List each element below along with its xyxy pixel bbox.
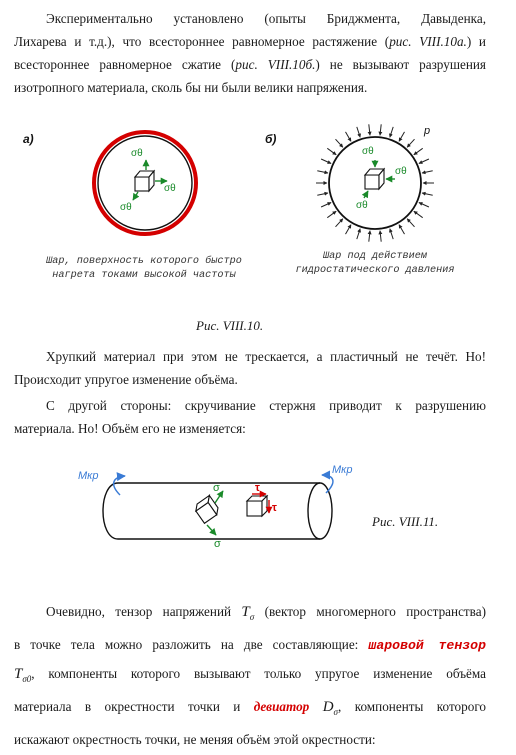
p2-line-1: Хрупкий материал при этом не трескается, а пластичный не течёт. Но!	[46, 349, 486, 364]
p1-line-3	[14, 53, 486, 76]
p4-line-1a: Очевидно, тензор напряжений	[46, 604, 242, 619]
pressure-arrow	[414, 211, 423, 218]
caption-a-line-1: Шар, поверхность которого быстро	[46, 256, 242, 267]
caption-a-line-2: нагрета токами высокой частоты	[52, 270, 236, 281]
pressure-arrow	[407, 139, 414, 147]
shear-element	[247, 496, 267, 516]
tensor-t-symbol: T	[241, 604, 250, 620]
pressure-arrow	[317, 193, 328, 195]
p4-line-2a: в точке тела можно разложить на две составляющие:	[14, 637, 369, 652]
pressure-arrow	[380, 124, 381, 135]
pressure-arrow	[399, 132, 405, 142]
p1-line-3a: всестороннее равномерное сжатие (	[14, 57, 236, 72]
p3-line-1: С другой стороны: скручивание стержня приводит к разрушению	[46, 398, 486, 413]
deviator-d-symbol: D	[322, 699, 334, 715]
torque-label-right: Mкр	[332, 464, 353, 476]
p3-line-2: материала. Но! Объём его не изменяется:	[14, 421, 246, 436]
sigma-label-b-bottom: σθ	[356, 200, 368, 211]
caption-b-line-1: Шар под действием	[323, 251, 427, 262]
p4-line-2	[14, 631, 486, 660]
element-cube-a	[135, 171, 154, 191]
torque-arrow-left	[114, 476, 125, 495]
caption-b-line-2: гидростатического давления	[295, 265, 455, 276]
deviator-term: девиатор	[253, 699, 310, 714]
label-b: б)	[265, 132, 277, 146]
pressure-arrow	[414, 148, 423, 155]
p4-line-1	[14, 598, 486, 631]
fig-ref-10a: рис. VIII.10а.	[389, 34, 467, 49]
p4-line-5: искажают окрестность точки, не меняя объём этой окрестности:	[14, 732, 376, 747]
pressure-arrow	[390, 127, 393, 137]
pressure-label: p	[424, 125, 431, 137]
pressure-arrow	[422, 171, 433, 173]
pressure-arrow	[346, 132, 352, 142]
pressure-arrow	[419, 159, 429, 164]
pressure-arrow	[369, 124, 370, 135]
caption-b	[272, 250, 478, 278]
p4-line-3b: , компоненты которого вызывают только упругое изменение объёма	[31, 666, 486, 681]
pressure-arrow	[336, 139, 343, 147]
p4-line-1b: (вектор многомерного пространства)	[254, 604, 486, 619]
pressure-arrow	[327, 211, 336, 218]
pressure-arrow	[419, 203, 429, 208]
sigma-label-bottom: σ	[214, 538, 221, 550]
sigma-label-a-top: σθ	[131, 148, 143, 159]
paragraph-1	[14, 7, 486, 99]
paragraph-4	[14, 598, 486, 754]
figure-viii-11	[0, 455, 516, 565]
p4-line-4	[14, 693, 486, 726]
tensor-t0-symbol: T	[14, 666, 23, 682]
deviator-d-subscript: σ	[333, 707, 338, 717]
pressure-arrow	[390, 229, 393, 239]
fig-ref-10b: рис. VIII.10б.	[235, 57, 316, 72]
pressure-arrow	[399, 225, 405, 235]
paragraph-3	[14, 394, 486, 440]
pressure-arrow	[321, 203, 331, 208]
caption-a	[34, 255, 254, 283]
figure-10-caption: Рис. VIII.10.	[196, 318, 264, 333]
p1-line-4: изотропного материала, сколь бы ни были велики напряжения.	[14, 80, 368, 95]
figure-11-caption: Рис. VIII.11.	[372, 514, 439, 529]
sigma-label-a-right: σθ	[164, 183, 176, 194]
label-a: а)	[23, 132, 34, 146]
pressure-arrow	[346, 225, 352, 235]
tensor-t-subscript: σ	[249, 612, 255, 622]
pressure-arrow	[336, 219, 343, 227]
sigma-label-b-right: σθ	[395, 166, 407, 177]
pressure-arrow	[317, 171, 328, 173]
torque-label-left: Mкр	[78, 470, 99, 482]
pressure-arrow	[380, 231, 381, 242]
spherical-tensor-term: шаровой тензор	[368, 638, 486, 653]
tau-label-right: τ	[272, 502, 277, 514]
pressure-arrow	[407, 219, 414, 227]
tau-label-top: τ	[255, 482, 260, 494]
pressure-arrow	[422, 193, 433, 195]
pressure-arrow	[357, 127, 360, 137]
tensor-t-sigma	[241, 604, 254, 620]
pressure-arrow	[321, 159, 331, 164]
pressure-arrow	[369, 231, 370, 242]
tensor-t-sigma0	[14, 666, 31, 682]
pressure-arrow	[357, 229, 360, 239]
p4-line-4a: материала в окрестности точки и	[14, 699, 254, 714]
sigma-label-b-top: σθ	[362, 146, 374, 157]
p1-line-1: Экспериментально установлено (опыты Бриджмента, Давыденка,	[46, 11, 486, 26]
p4-line-3	[14, 660, 486, 693]
p1-line-2a: Лихарева и т.д.), что всестороннее равномерное растяжение (	[14, 34, 390, 49]
paragraph-2	[14, 345, 486, 391]
sigma-label-top: σ	[213, 482, 220, 494]
p4-line-4b: , компоненты которого	[338, 699, 486, 714]
pressure-arrow	[327, 148, 336, 155]
element-cube-b	[365, 169, 384, 189]
p2-line-2: Происходит упругое изменение объёма.	[14, 372, 238, 387]
deviator-d-sigma	[323, 699, 338, 715]
p1-line-2	[14, 30, 486, 53]
sigma-label-a-bottom: σθ	[120, 202, 132, 213]
p1-line-2b: ) и	[466, 34, 486, 49]
p1-line-3b: ) не вызывают разрушения	[315, 57, 487, 72]
tensor-t0-subscript: σ0	[22, 674, 32, 684]
